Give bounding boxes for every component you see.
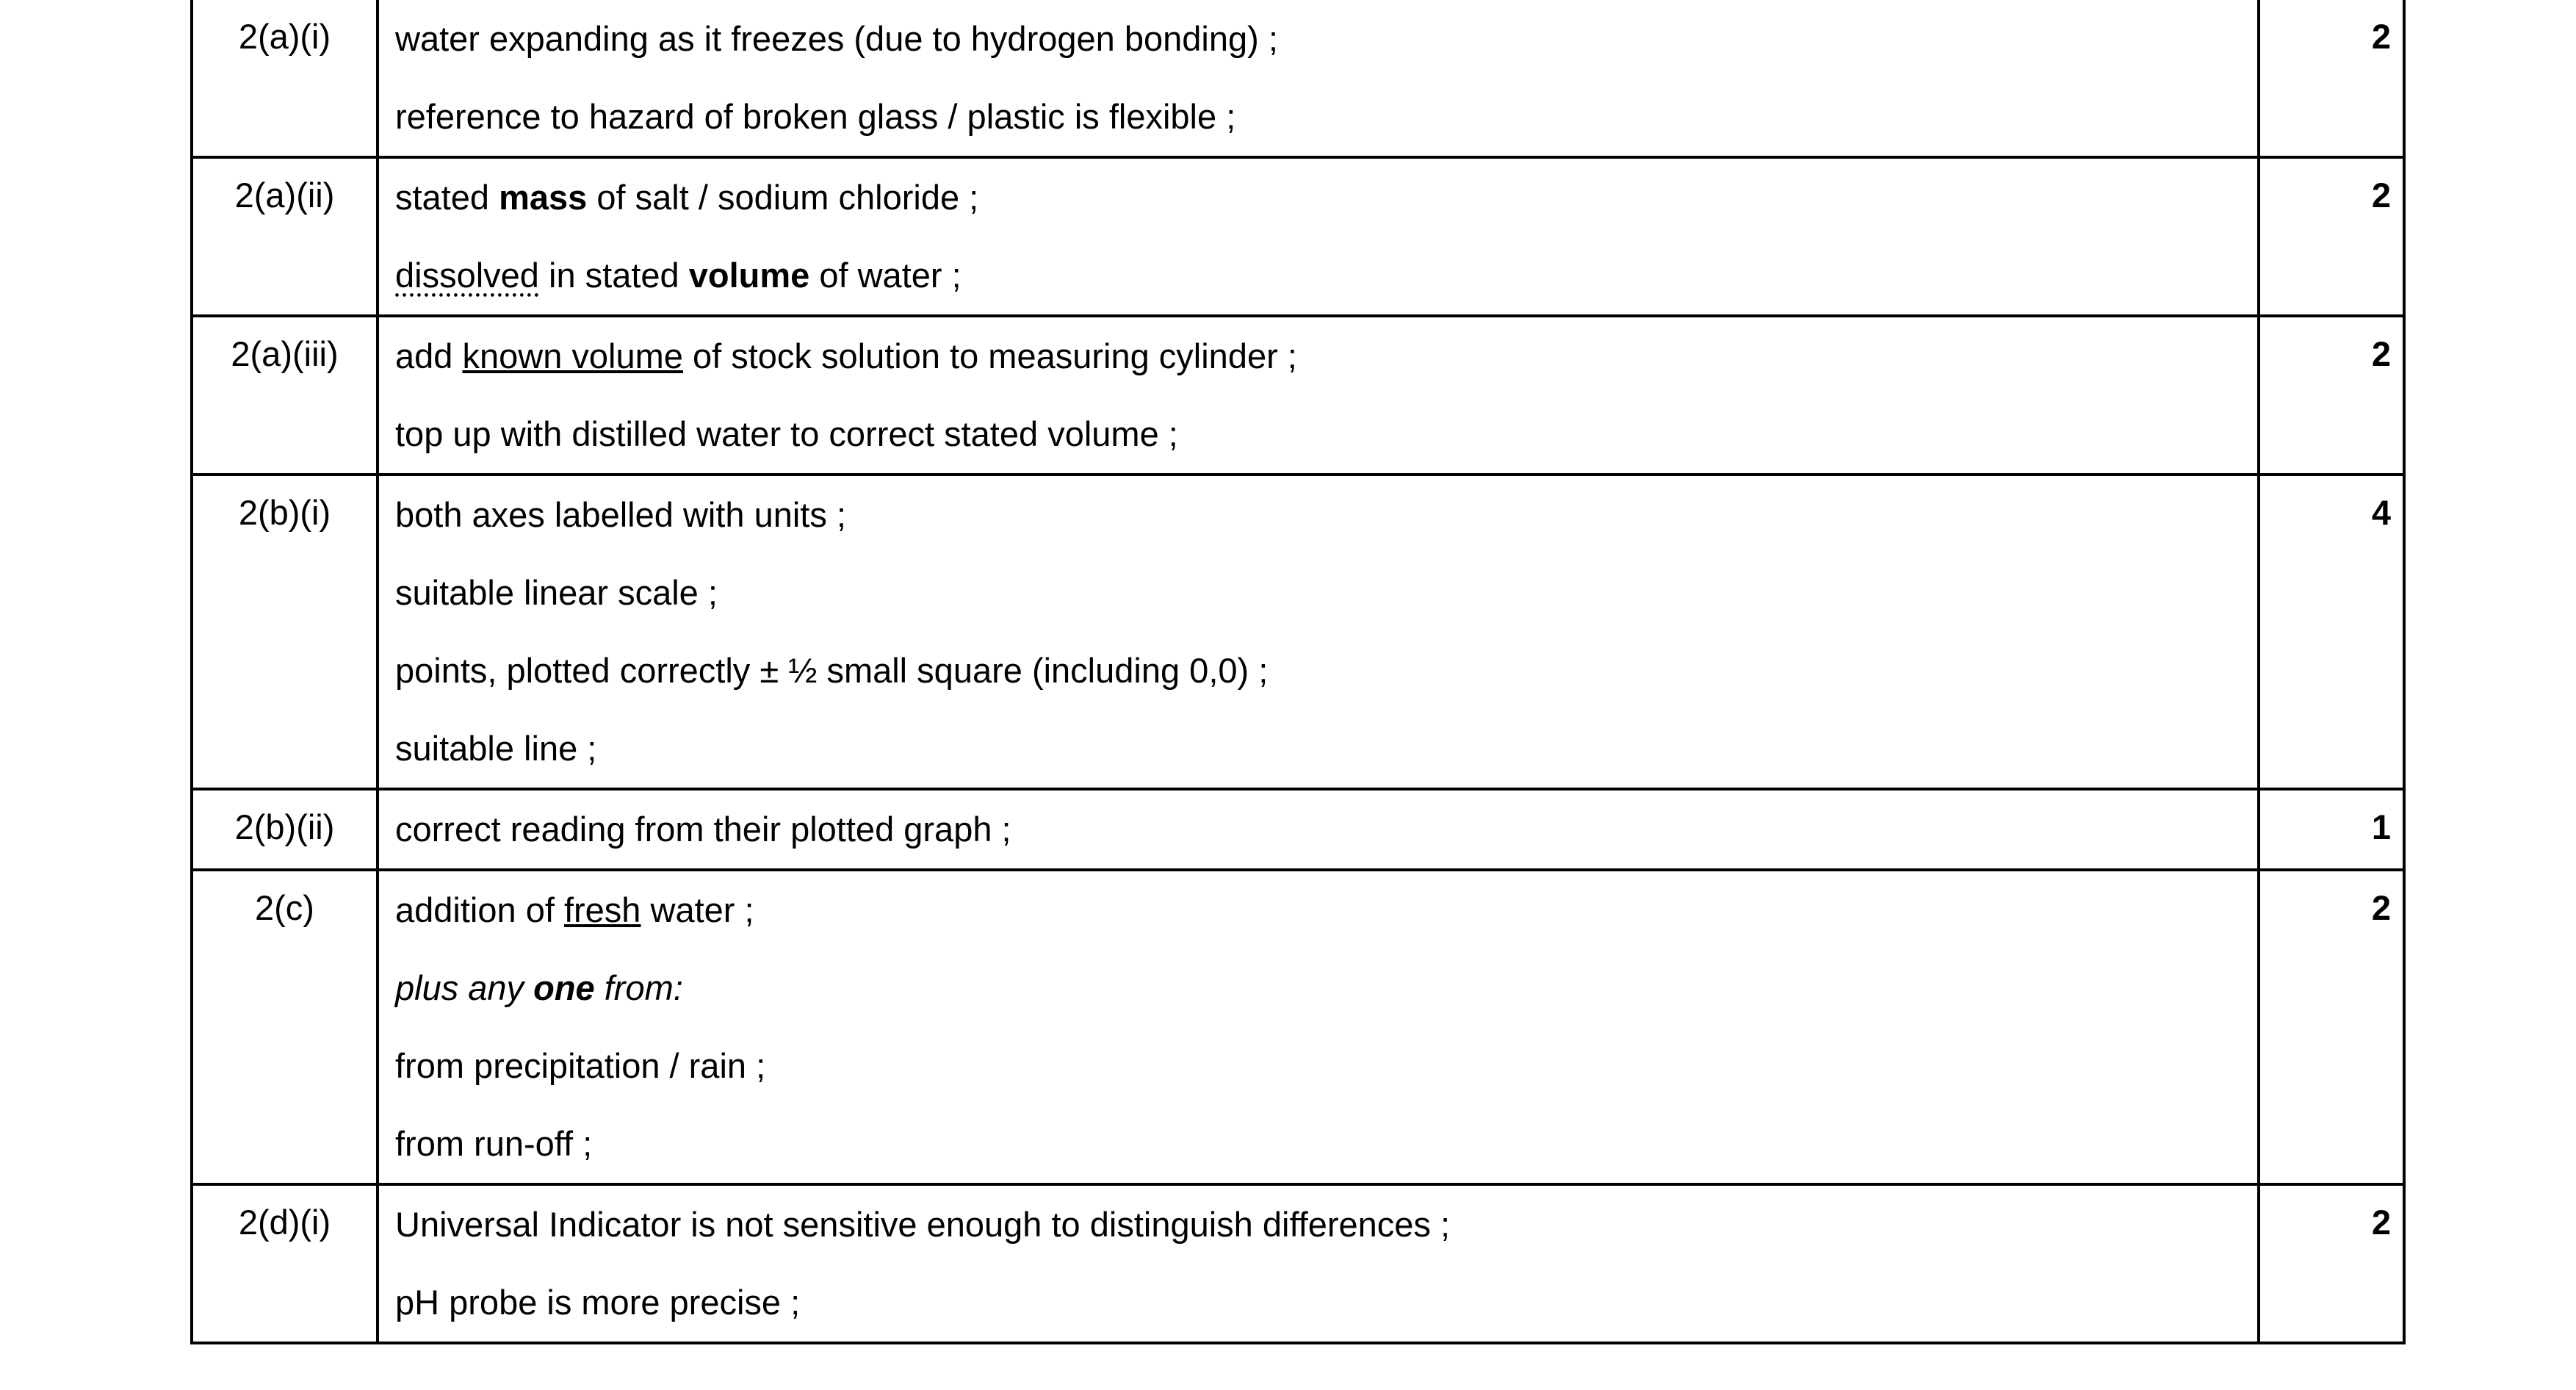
answer-line bbox=[379, 791, 2257, 868]
table-row bbox=[192, 789, 2404, 870]
answer-text: Universal Indicator is not sensitive enough to distinguish differences ; bbox=[395, 1205, 1451, 1244]
answer-cell bbox=[378, 157, 2259, 316]
marks-cell bbox=[2259, 475, 2404, 789]
answer-text: water expanding as it freezes (due to hydrogen bonding) ; bbox=[395, 19, 1278, 58]
answer-cell bbox=[378, 1184, 2259, 1343]
answer-text: stated bbox=[395, 178, 499, 217]
answer-text: suitable line ; bbox=[395, 729, 597, 768]
answer-line bbox=[379, 1105, 2257, 1183]
marks-value: 2 bbox=[2371, 17, 2391, 56]
question-number-cell bbox=[192, 789, 378, 870]
answer-instruction: plus any bbox=[395, 968, 534, 1007]
answer-text: from precipitation / rain ; bbox=[395, 1046, 766, 1085]
answer-line bbox=[379, 159, 2257, 237]
answer-cell bbox=[378, 316, 2259, 475]
question-number-cell bbox=[192, 0, 378, 157]
answer-text: from run-off ; bbox=[395, 1124, 593, 1163]
answer-text: both axes labelled with units ; bbox=[395, 495, 846, 534]
answer-line bbox=[379, 554, 2257, 632]
question-number: 2(d)(i) bbox=[238, 1203, 331, 1242]
answer-text: suitable linear scale ; bbox=[395, 573, 718, 612]
answer-text: of salt / sodium chloride ; bbox=[587, 178, 979, 217]
table-row bbox=[192, 0, 2404, 157]
answer-text: addition of bbox=[395, 890, 564, 929]
marks-value: 1 bbox=[2371, 807, 2391, 846]
answer-cell bbox=[378, 789, 2259, 870]
question-number-cell bbox=[192, 870, 378, 1184]
table-row bbox=[192, 316, 2404, 475]
marks-value: 4 bbox=[2371, 493, 2391, 532]
answer-keyword-dotted: dissolved bbox=[395, 256, 539, 295]
question-number: 2(a)(iii) bbox=[231, 334, 339, 373]
answer-text: points, plotted correctly ± ½ small square (including 0,0) ; bbox=[395, 651, 1269, 690]
marks-cell bbox=[2259, 1184, 2404, 1343]
answer-line bbox=[379, 78, 2257, 156]
answer-text: reference to hazard of broken glass / plastic is flexible ; bbox=[395, 97, 1236, 136]
marks-cell bbox=[2259, 870, 2404, 1184]
marks-value: 2 bbox=[2371, 1203, 2391, 1242]
answer-line bbox=[379, 710, 2257, 788]
answer-keyword-underlined: fresh bbox=[563, 890, 641, 929]
answer-keyword-bold: volume bbox=[688, 256, 810, 295]
marks-value: 2 bbox=[2371, 334, 2391, 373]
answer-line bbox=[379, 476, 2257, 554]
answer-text: of water ; bbox=[809, 256, 962, 295]
table-row bbox=[192, 1184, 2404, 1343]
table-row bbox=[192, 475, 2404, 789]
answer-keyword-underlined: known volume bbox=[462, 336, 683, 375]
answer-line bbox=[379, 237, 2257, 314]
marks-cell bbox=[2259, 0, 2404, 157]
answer-line bbox=[379, 317, 2257, 395]
marks-cell bbox=[2259, 157, 2404, 316]
answer-line bbox=[379, 1264, 2257, 1342]
answer-text: water ; bbox=[641, 890, 754, 929]
question-number-cell bbox=[192, 475, 378, 789]
answer-line bbox=[379, 1186, 2257, 1264]
answer-text: correct reading from their plotted graph ; bbox=[395, 810, 1011, 849]
answer-line bbox=[379, 0, 2257, 78]
answer-line bbox=[379, 1027, 2257, 1105]
answer-line bbox=[379, 632, 2257, 710]
marks-value: 2 bbox=[2371, 176, 2391, 215]
answer-text: of stock solution to measuring cylinder ; bbox=[682, 336, 1297, 375]
answer-line bbox=[379, 949, 2257, 1027]
answer-keyword-bold: mass bbox=[499, 178, 588, 217]
question-number-cell bbox=[192, 157, 378, 316]
answer-keyword-bold: one bbox=[533, 968, 595, 1007]
answer-text: add bbox=[395, 336, 463, 375]
answer-line bbox=[379, 395, 2257, 473]
question-number-cell bbox=[192, 1184, 378, 1343]
answer-line bbox=[379, 871, 2257, 949]
answer-cell bbox=[378, 870, 2259, 1184]
question-number: 2(c) bbox=[255, 888, 314, 927]
answer-cell bbox=[378, 0, 2259, 157]
answer-cell bbox=[378, 475, 2259, 789]
question-number-cell bbox=[192, 316, 378, 475]
marks-cell bbox=[2259, 316, 2404, 475]
answer-text: in stated bbox=[538, 256, 689, 295]
question-number: 2(a)(i) bbox=[238, 17, 331, 56]
question-number: 2(b)(i) bbox=[238, 493, 331, 532]
answer-instruction: from: bbox=[594, 968, 683, 1007]
answer-text: pH probe is more precise ; bbox=[395, 1283, 801, 1322]
answer-text: top up with distilled water to correct stated volume ; bbox=[395, 414, 1178, 453]
table-row bbox=[192, 870, 2404, 1184]
question-number: 2(a)(ii) bbox=[234, 176, 335, 215]
marks-value: 2 bbox=[2371, 888, 2391, 927]
marks-cell bbox=[2259, 789, 2404, 870]
table-row bbox=[192, 157, 2404, 316]
mark-scheme-table bbox=[190, 0, 2406, 1344]
question-number: 2(b)(ii) bbox=[234, 807, 335, 846]
